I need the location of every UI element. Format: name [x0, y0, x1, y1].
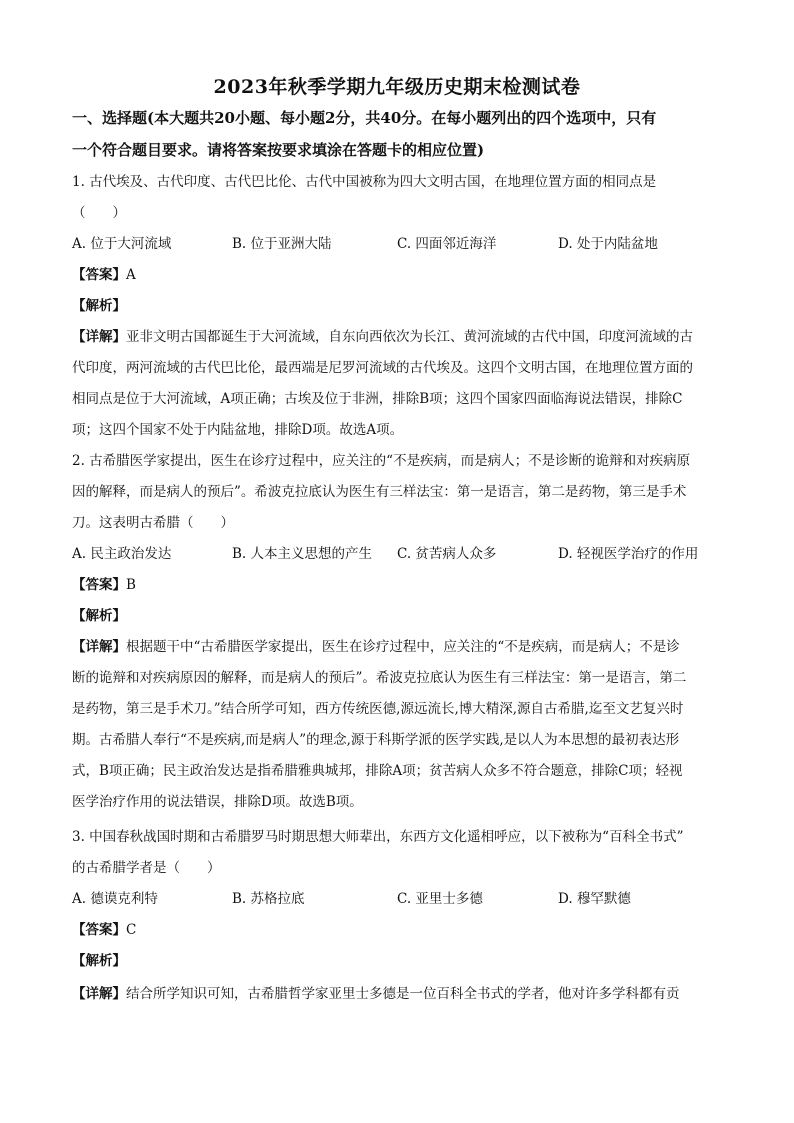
question-1-stem-line-2: （ ） — [72, 205, 126, 221]
question-2-detail-line-5: 式，B项正确；民主政治发达是指希腊雅典城邦，排除A项；贫苦病人众多不符合题意，排除C项；轻视 — [72, 763, 683, 779]
detail-text: 根据题干中“古希腊医学家提出，医生在诊疗过程中，应关注的“不是疾病，而是病人；不是诊 — [126, 639, 680, 655]
section-heading-line-2: 一个符合题目要求。请将答案按要求填涂在答题卡的相应位置) — [72, 141, 485, 159]
question-2-detail-line-1 — [72, 637, 722, 657]
answer-tag: 【答案】 — [72, 922, 126, 938]
question-3-answer — [72, 920, 722, 940]
question-1-option-b: B. 位于亚洲大陆 — [232, 236, 332, 252]
question-1-detail-line-3: 相同点是位于大河流域，A项正确；古埃及位于非洲，排除B项；这四个国家四面临海说法错误，排除C — [72, 391, 683, 407]
question-2-option-b: B. 人本主义思想的产生 — [232, 546, 373, 562]
question-2-analysis-tag — [72, 606, 722, 626]
answer-value: B — [126, 577, 136, 593]
detail-tag: 【详解】 — [72, 986, 126, 1002]
section-heading-line-1: 一、选择题(本大题共20小题、每小题2分，共40分。在每小题列出的四个选项中，只有 — [72, 109, 657, 127]
question-3-option-d: D. 穆罕默德 — [558, 891, 631, 907]
question-1-answer — [72, 265, 722, 285]
question-3-option-c: C. 亚里士多德 — [397, 891, 483, 907]
question-2-detail-line-4: 期。古希腊人奉行“不是疾病,而是病人”的理念,源于科斯学派的医学实践,是以人为本思想的最初表达形 — [72, 732, 680, 748]
page-title: 2023年秋季学期九年级历史期末检测试卷 — [213, 76, 581, 98]
question-2-stem-line-2: 因的解释，而是病人的预后”。希波克拉底认为医生有三样法宝：第一是语言，第二是药物，第三是手术 — [72, 484, 687, 500]
question-1-analysis-tag — [72, 296, 722, 316]
question-3-option-a: A. 德谟克利特 — [72, 891, 158, 907]
question-1-option-c: C. 四面邻近海洋 — [397, 236, 497, 252]
detail-tag: 【详解】 — [72, 639, 126, 655]
question-2-option-d: D. 轻视医学治疗的作用 — [558, 546, 699, 562]
question-3-option-b: B. 苏格拉底 — [232, 891, 305, 907]
analysis-tag: 【解析】 — [72, 953, 126, 969]
question-2-option-c: C. 贫苦病人众多 — [397, 546, 497, 562]
detail-tag: 【详解】 — [72, 329, 126, 345]
question-2-detail-line-6: 医学治疗作用的说法错误，排除D项。故选B项。 — [72, 794, 363, 810]
question-1-stem-line-1: 1. 古代埃及、古代印度、古代巴比伦、古代中国被称为四大文明古国，在地理位置方面的相同点是 — [72, 174, 657, 190]
analysis-tag: 【解析】 — [72, 298, 126, 314]
answer-value: A — [126, 267, 136, 283]
question-2-stem-line-1: 2. 古希腊医学家提出，医生在诊疗过程中，应关注的“不是疾病，而是病人；不是诊断的诡辩和对疾病原 — [72, 453, 691, 469]
answer-tag: 【答案】 — [72, 577, 126, 593]
answer-value: C — [126, 922, 137, 938]
question-3-stem-line-1: 3. 中国春秋战国时期和古希腊罗马时期思想大师辈出，东西方文化遥相呼应，以下被称为“百科全书式” — [72, 829, 684, 845]
question-2-answer — [72, 575, 722, 595]
analysis-tag: 【解析】 — [72, 608, 126, 624]
question-1-option-d: D. 处于内陆盆地 — [558, 236, 658, 252]
question-1-option-a: A. 位于大河流域 — [72, 236, 172, 252]
question-2-stem-line-3: 刀。这表明古希腊（ ） — [72, 515, 234, 531]
question-2-detail-line-2: 断的诡辩和对疾病原因的解释，而是病人的预后”。希波克拉底认为医生有三样法宝：第一是语言，第二 — [72, 670, 687, 686]
question-3-stem-line-2: 的古希腊学者是（ ） — [72, 860, 221, 876]
question-3-analysis-tag — [72, 951, 722, 971]
question-1-detail-line-2: 代印度，两河流域的古代巴比伦，最西端是尼罗河流域的古代埃及。这四个文明古国，在地理位置方面的 — [72, 360, 693, 376]
question-3-detail-line-1 — [72, 984, 722, 1004]
detail-text: 结合所学知识可知，古希腊哲学家亚里士多德是一位百科全书式的学者，他对许多学科都有贡 — [126, 986, 680, 1002]
question-2-option-a: A. 民主政治发达 — [72, 546, 172, 562]
answer-tag: 【答案】 — [72, 267, 126, 283]
question-2-detail-line-3: 是药物，第三是手术刀。”结合所学可知，西方传统医德,源远流长,博大精深,源自古希腊,迄至文艺复兴时 — [72, 701, 684, 717]
question-1-detail-line-1 — [72, 327, 722, 347]
question-1-detail-line-4: 项；这四个国家不处于内陆盆地，排除D项。故选A项。 — [72, 422, 404, 438]
detail-text: 亚非文明古国都诞生于大河流域，自东向西依次为长江、黄河流域的古代中国，印度河流域的古 — [126, 329, 693, 345]
